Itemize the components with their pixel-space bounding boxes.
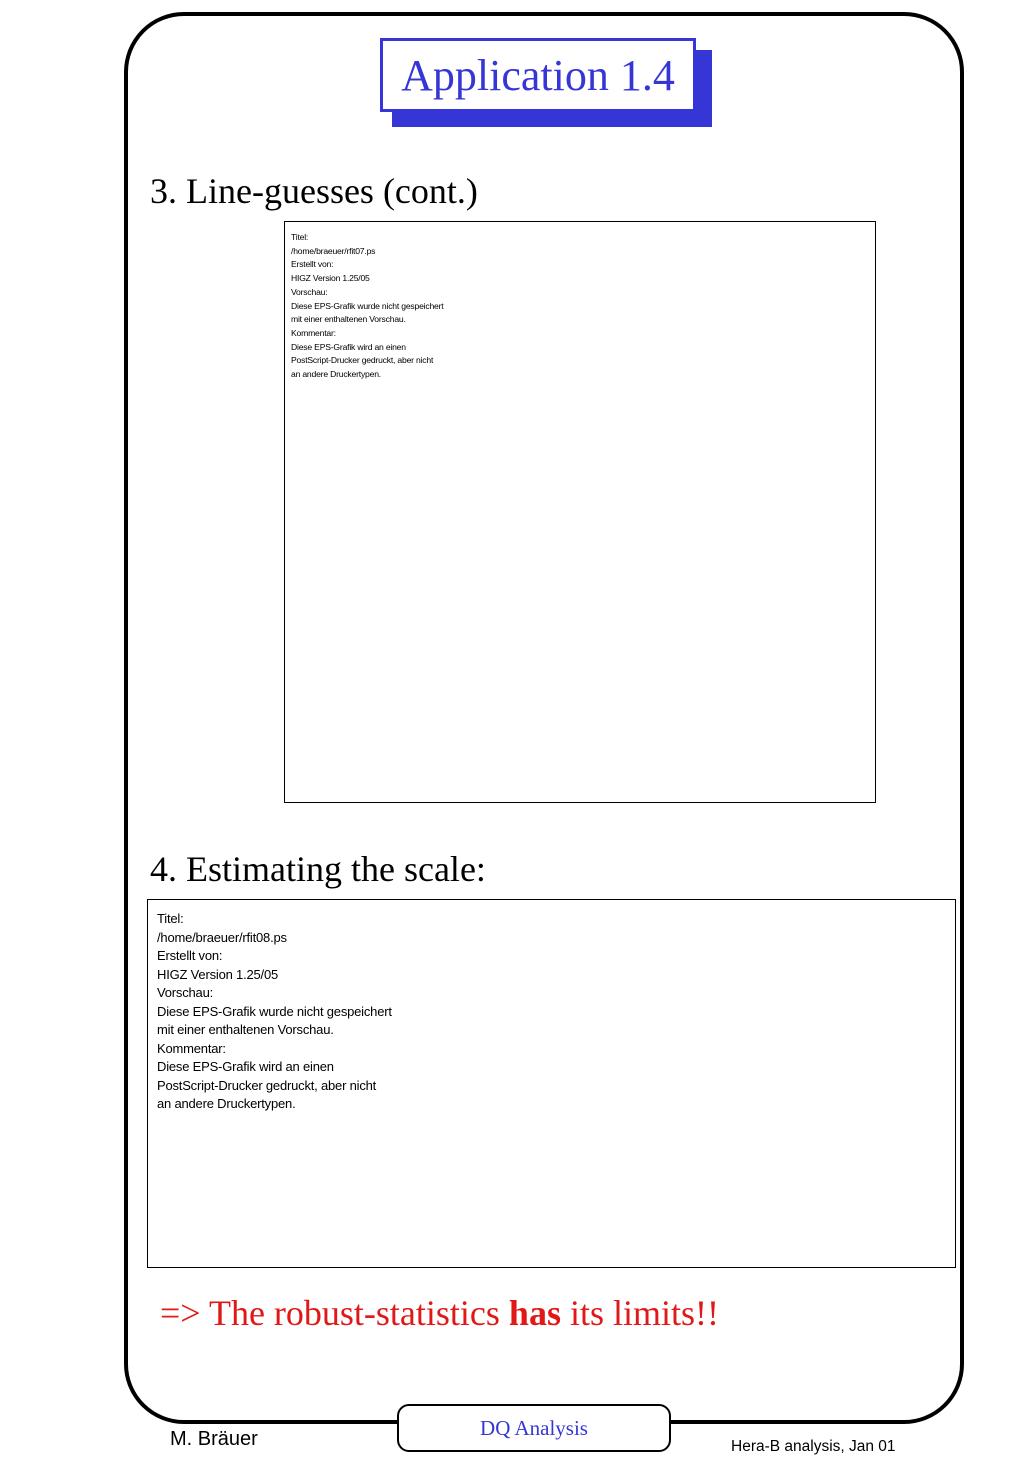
eps-line: /home/braeuer/rfit07.ps (291, 245, 376, 256)
eps-line: Kommentar: (157, 1040, 226, 1056)
eps-line: Vorschau: (291, 286, 328, 297)
footer-center-text: DQ Analysis (480, 1415, 588, 1440)
slide-title (380, 38, 696, 112)
eps-line: Diese EPS-Grafik wird an einen (157, 1059, 334, 1074)
eps-line: Vorschau: (157, 985, 214, 1000)
section-4-heading: 4. Estimating the scale: (150, 849, 486, 889)
eps-placeholder-figure-1 (284, 221, 876, 803)
eps-line: HIGZ Version 1.25/05 (157, 966, 279, 982)
eps-line: Erstellt von: (157, 948, 223, 963)
eps-line: Diese EPS-Grafik wurde nicht gespeichert (157, 1003, 392, 1019)
eps-line: mit einer enthaltenen Vorschau. (157, 1022, 334, 1037)
footer-author: M. Bräuer (170, 1428, 258, 1450)
footer-center-box (397, 1404, 671, 1452)
eps-line: Erstellt von: (291, 259, 334, 270)
slide-title-text: Application 1.4 (401, 50, 675, 100)
eps-line: PostScript-Drucker gedruckt, aber nicht (157, 1077, 377, 1093)
eps-line: Diese EPS-Grafik wurde nicht gespeichert (291, 300, 444, 311)
conclusion-suffix: its limits!! (560, 1293, 719, 1333)
eps-line: Kommentar: (291, 327, 336, 338)
eps-line: mit einer enthaltenen Vorschau. (291, 314, 406, 325)
eps-placeholder-figure-2 (147, 899, 956, 1268)
footer-date: Hera-B analysis, Jan 01 (731, 1438, 896, 1455)
eps-line: Titel: (157, 911, 184, 926)
eps-line: an andere Druckertypen. (291, 369, 381, 380)
eps-line: Titel: (291, 232, 309, 242)
eps-line: HIGZ Version 1.25/05 (291, 273, 370, 284)
conclusion-text (160, 1292, 719, 1334)
eps-line: /home/braeuer/rfit08.ps (157, 929, 287, 945)
conclusion-bold: has (508, 1293, 561, 1333)
eps-line: Diese EPS-Grafik wird an einen (291, 341, 406, 352)
conclusion-prefix: => The robust-statistics (160, 1293, 509, 1333)
eps-line: an andere Druckertypen. (157, 1096, 296, 1111)
section-3-heading: 3. Line-guesses (cont.) (150, 171, 478, 211)
eps-line: PostScript-Drucker gedruckt, aber nicht (291, 355, 434, 366)
